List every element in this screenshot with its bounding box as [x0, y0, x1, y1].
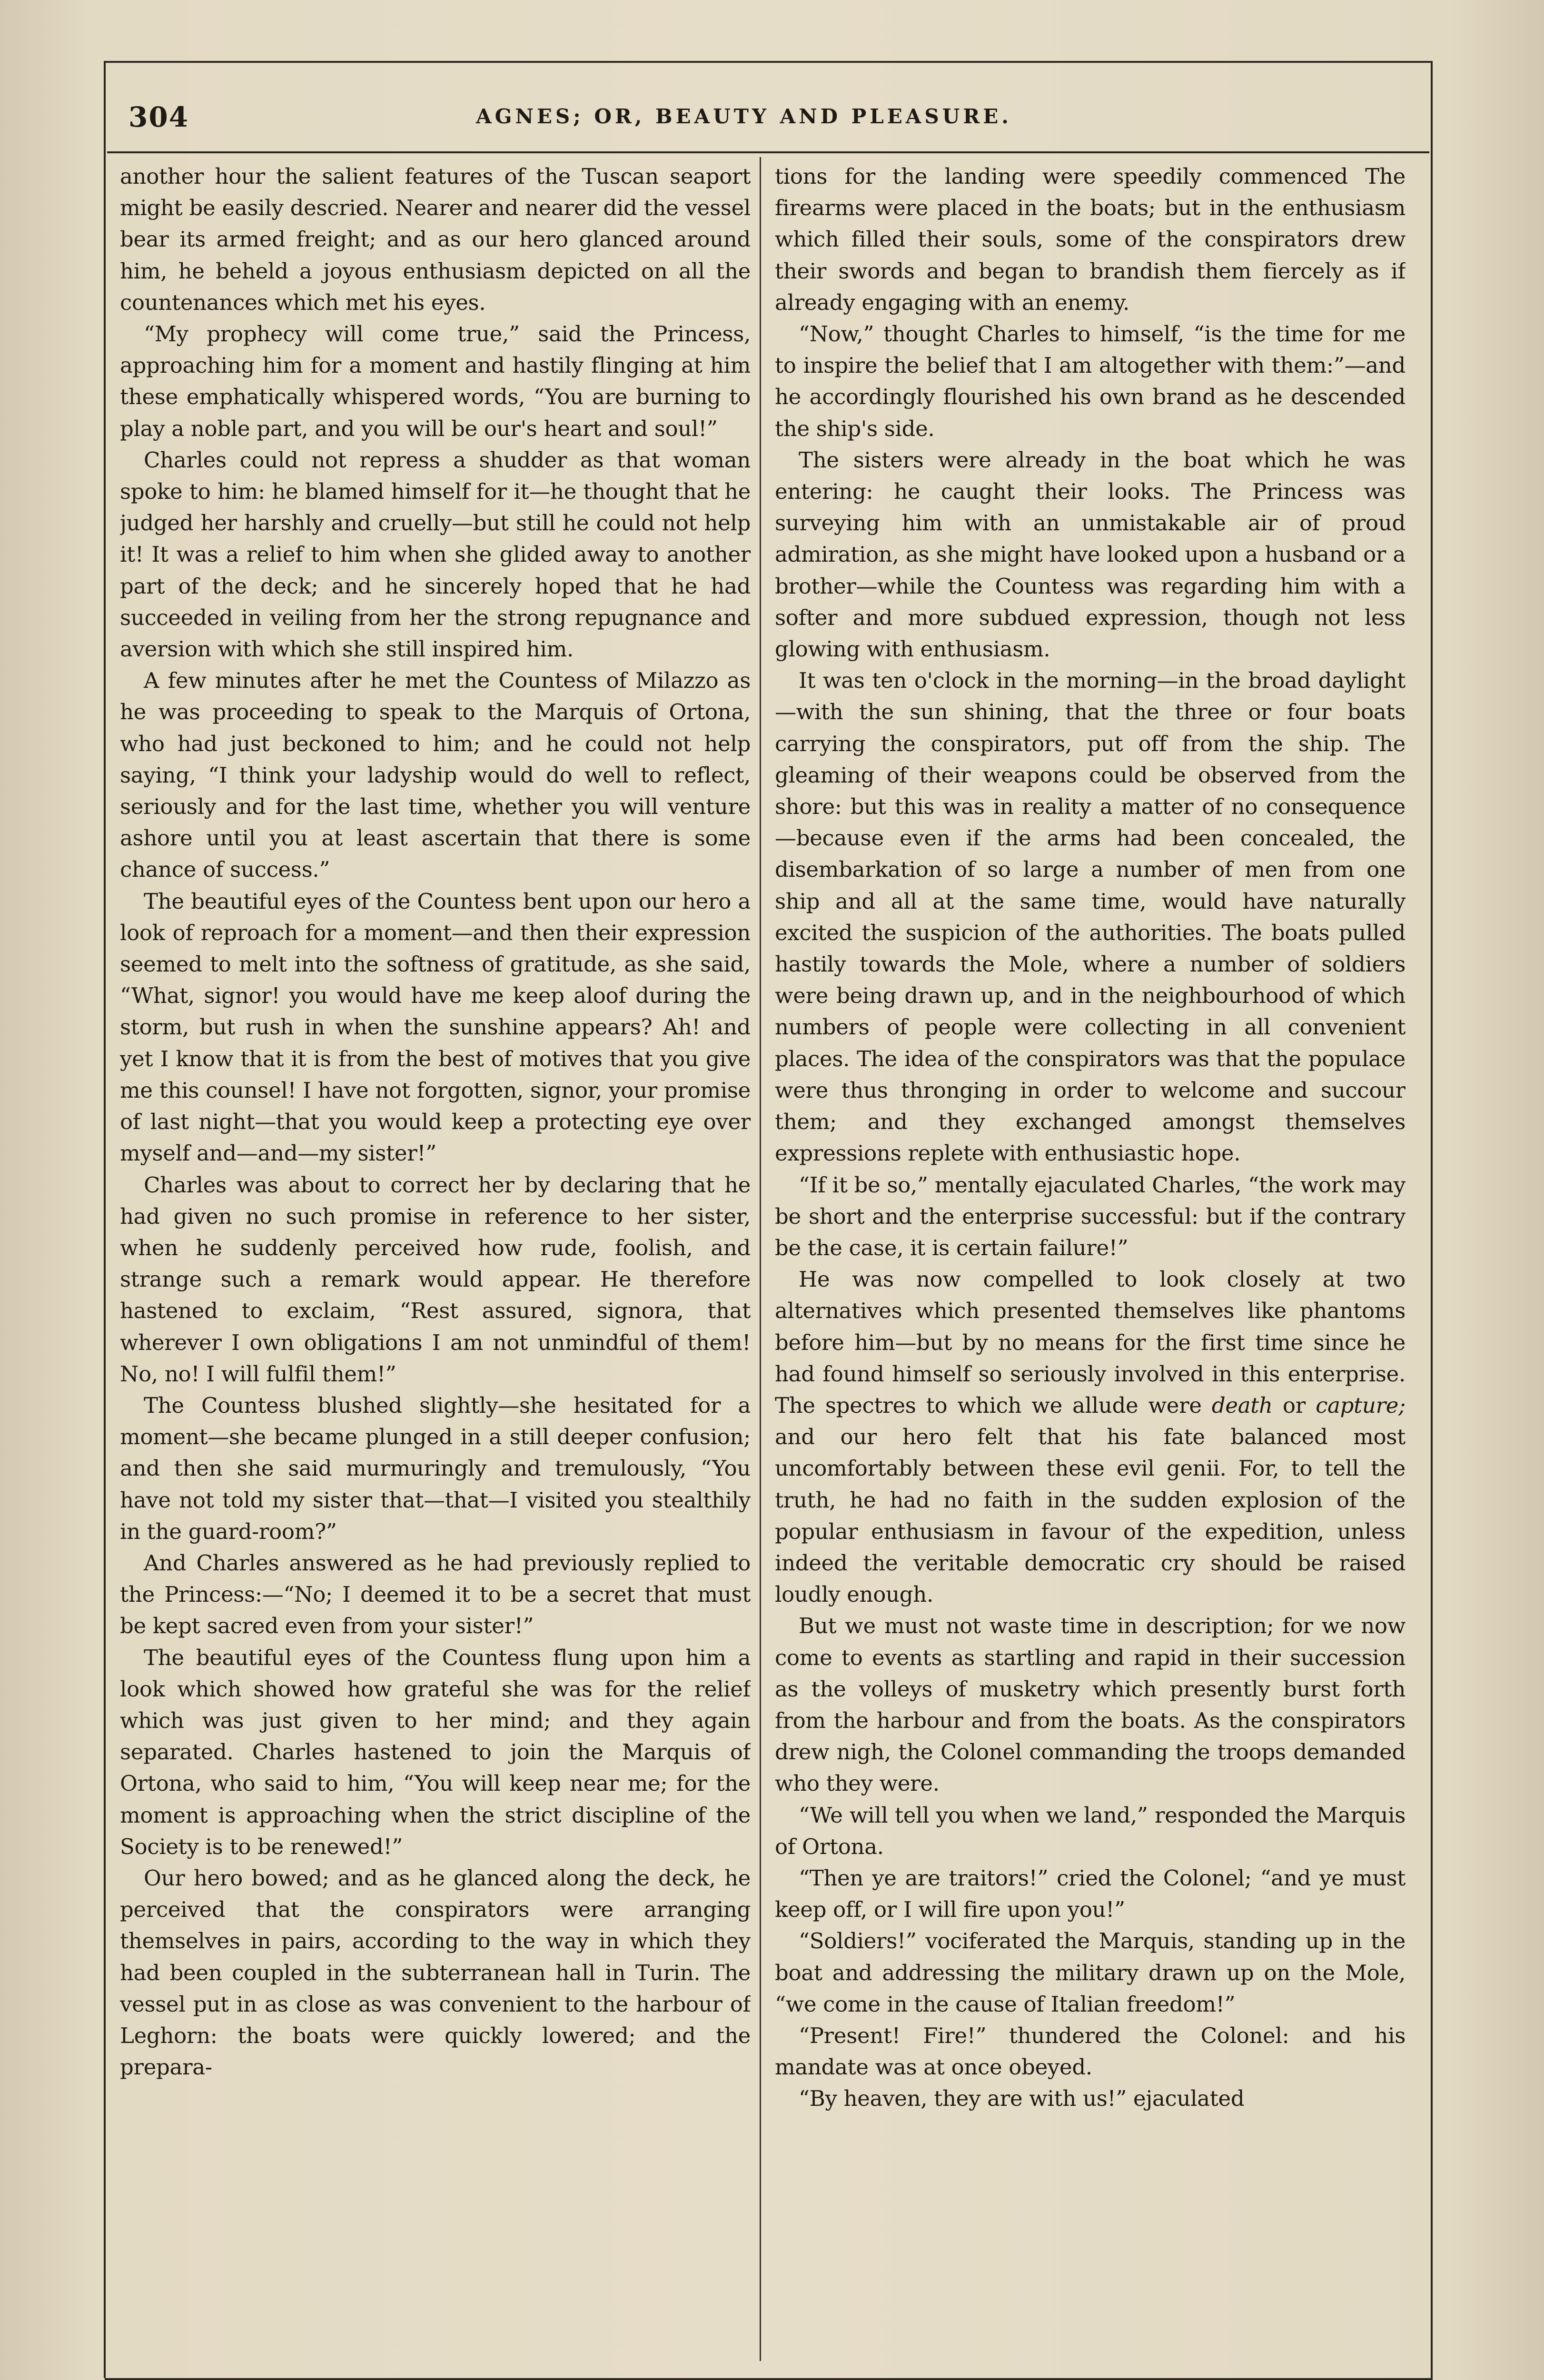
text-run: He was now compelled to look closely at two alternatives which presented themselves like phantoms before him—but by no means for the first time since he had found himself so seriously involved in this enterprise. The spectres to which we allude were — [775, 1267, 1405, 1418]
right-column — [775, 161, 1405, 2365]
italic-word: capture; — [1316, 1392, 1405, 1418]
paragraph: The beautiful eyes of the Countess bent upon our hero a look of reproach for a moment—and then their expression seemed to melt into the softness of gratitude, as she said, “What, signor! you would have me keep aloof during the storm, but rush in when the sunshine appears? Ah! and yet I know that it is from the best of motives that you give me this counsel! I have not forgotten, signor, your promise of last night—that you would keep a protecting eye over myself and—and—my sister!” — [120, 888, 751, 1166]
paragraph: A few minutes after he met the Countess of Milazzo as he was proceeding to speak to the Marquis of Ortona, who had just beckoned to him; and he could not help saying, “I think your ladyship would do well to reflect, seriously and for the last time, whether you will venture ashore until you at least ascertain that there is some chance of success.” — [120, 668, 751, 883]
paragraph: But we must not waste time in description; for we now come to events as startling and rapid in their succession as the volleys of musketry which presently burst forth from the harbour and from the boats. As the conspirators drew nigh, the Colonel commanding the troops demanded who they were. — [775, 1613, 1405, 1796]
paragraph: Charles was about to correct her by declaring that he had given no such promise in reference to her sister, when he suddenly perceived how rude, foolish, and strange such a remark would appear. He therefore hastened to exclaim, “Rest assured, signora, that wherever I own obligations I am not unmindful of them! No, no! I will fulfil them!” — [120, 1172, 751, 1387]
paragraph: The sisters were already in the boat which he was entering: he caught their looks. The Princess was surveying him with an unmistakable air of proud admiration, as she might have looked upon a husband or a brother—while the Countess was regarding him with a softer and more subdued expression, though not less glowing with enthusiasm. — [775, 447, 1405, 662]
column-divider — [760, 157, 761, 2361]
paragraph: Charles could not repress a shudder as that woman spoke to him: he blamed himself for it—he thought that he judged her harshly and cruelly—but still he could not help it! It was a relief to him when she glided away to another part of the deck; and he sincerely hoped that he had succeeded in veiling from her the strong repugnance and aversion with which she still inspired him. — [120, 447, 751, 662]
header-rule — [107, 151, 1429, 153]
frame-top-rule — [105, 61, 1433, 63]
paragraph: “We will tell you when we land,” responded the Marquis of Ortona. — [775, 1802, 1405, 1859]
paragraph: It was ten o'clock in the morning—in the broad daylight—with the sun shining, that the three or four boats carrying the conspirators, put off from the ship. The gleaming of their weapons could be observed from the shore: but this was in reality a matter of no consequence—because even if the arms had been concealed, the disembarkation of so large a number of men from one ship and all at the same time, would have naturally excited the suspicion of the authorities. The boats pulled hastily towards the Mole, where a number of soldiers were being drawn up, and in the neighbourhood of which numbers of people were collecting in all convenient places. The idea of the conspirators was that the populace were thus thronging in order to welcome and succour them; and they exchanged amongst themselves expressions replete with enthusiastic hope. — [775, 668, 1405, 1166]
paragraph: And Charles answered as he had previously replied to the Princess:—“No; I deemed it to be a secret that must be kept sacred even from your sister!” — [120, 1550, 751, 1639]
paragraph: “Then ye are traitors!” cried the Colonel; “and ye must keep off, or I will fire upon you!” — [775, 1865, 1405, 1923]
page-number: 304 — [129, 101, 189, 133]
left-column — [120, 161, 751, 2365]
paragraph: “My prophecy will come true,” said the Princess, approaching him for a moment and hastily flinging at him these emphatically whispered words, “You are burning to play a noble part, and you will be our's heart and soul!” — [120, 321, 751, 441]
frame-bottom-rule — [105, 2378, 1433, 2380]
running-head: AGNES; OR, BEAUTY AND PLEASURE. — [476, 105, 1012, 128]
paragraph-with-italics — [775, 1264, 1405, 1610]
text-run: or — [1282, 1392, 1306, 1418]
paragraph: “By heaven, they are with us!” ejaculated — [799, 2086, 1245, 2112]
paragraph: tions for the landing were speedily commenced The firearms were placed in the boats; but in the enthusiasm which filled their souls, some of the conspirators drew their swords and began to brandish them fiercely as if already engaging with an enemy. — [775, 164, 1405, 315]
paragraph: “Now,” thought Charles to himself, “is the time for me to inspire the belief that I am altogether with them:”—and he accordingly flourished his own brand as he descended the ship's side. — [775, 321, 1405, 441]
frame-left-rule — [104, 61, 106, 2378]
paragraph: “Present! Fire!” thundered the Colonel: and his mandate was at once obeyed. — [775, 2023, 1405, 2080]
text-run: and our hero felt that his fate balanced most uncomfortably between these evil genii. For, to tell the truth, he had no faith in the sudden explosion of the popular enthusiasm in favour of the expedition, unless indeed the veritable democratic cry should be raised loudly enough. — [775, 1424, 1405, 1607]
paragraph: “If it be so,” mentally ejaculated Charles, “the work may be short and the enterprise successful: but if the contrary be the case, it is certain failure!” — [775, 1172, 1405, 1260]
frame-right-rule — [1431, 61, 1433, 2378]
italic-word: death — [1211, 1392, 1273, 1418]
paragraph: “Soldiers!” vociferated the Marquis, standing up in the boat and addressing the military drawn up on the Mole, “we come in the cause of Italian freedom!” — [775, 1928, 1405, 2017]
paragraph: The Countess blushed slightly—she hesitated for a moment—she became plunged in a still deeper confusion; and then she said murmuringly and tremulously, “You have not told my sister that—that—I visited you stealthily in the guard-room?” — [120, 1392, 751, 1544]
paragraph: The beautiful eyes of the Countess flung upon him a look which showed how grateful she was for the relief which was just given to her mind; and they again separated. Charles hastened to join the Marquis of Ortona, who said to him, “You will keep near me; for the moment is approaching when the strict discipline of the Society is to be renewed!” — [120, 1645, 751, 1859]
paragraph: another hour the salient features of the Tuscan seaport might be easily descried. Nearer and nearer did the vessel bear its armed freight; and as our hero glanced around him, he beheld a joyous enthusiasm depicted on all the countenances which met his eyes. — [120, 164, 751, 315]
paragraph: Our hero bowed; and as he glanced along the deck, he perceived that the conspirators were arranging themselves in pairs, according to the way in which they had been coupled in the subterranean hall in Turin. The vessel put in as close as was convenient to the harbour of Leghorn: the boats were quickly lowered; and the prepara- — [120, 1865, 751, 2080]
